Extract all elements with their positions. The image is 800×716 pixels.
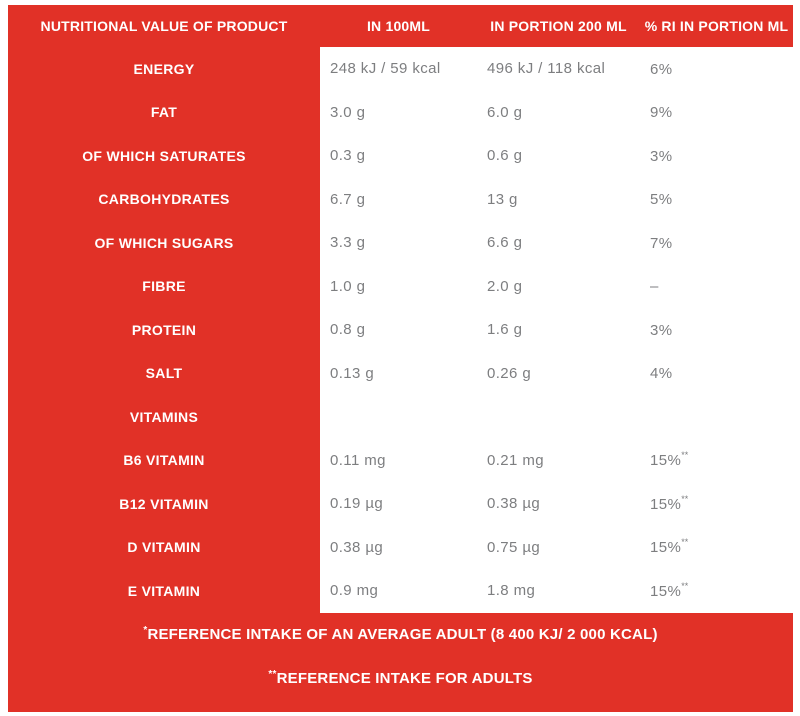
- table-row-fibre: [8, 265, 793, 309]
- row-label: D VITAMIN: [127, 539, 201, 556]
- header-product-column: NUTRITIONAL VALUE OF PRODUCT: [40, 18, 288, 34]
- row-label: FAT: [150, 104, 178, 121]
- value-per-100ml: 0.3 g: [330, 147, 366, 165]
- value-per-portion: 0.21 mg: [487, 451, 544, 469]
- value-ri: 9%: [650, 104, 673, 122]
- value-ri: 7%: [650, 234, 673, 252]
- table-row-vitamins-heading: [8, 395, 793, 439]
- table-body: [8, 47, 793, 613]
- value-per-100ml: 3.0 g: [330, 103, 366, 121]
- header-100ml-column: IN 100ML: [366, 18, 431, 34]
- value-per-100ml: 1.0 g: [330, 277, 366, 295]
- row-label: FIBRE: [142, 278, 186, 295]
- table-row-b6-vitamin: [8, 439, 793, 483]
- header-portion-column: IN PORTION 200 ML: [490, 18, 627, 34]
- value-per-100ml: 3.3 g: [330, 234, 366, 252]
- table-row-sugars: [8, 221, 793, 265]
- row-label: CARBOHYDRATES: [98, 191, 230, 208]
- value-per-portion: 6.0 g: [487, 103, 523, 121]
- value-per-portion: 496 kJ / 118 kcal: [487, 60, 606, 78]
- value-per-portion: 1.6 g: [487, 321, 523, 339]
- table-row-fat: [8, 91, 793, 135]
- table-row-energy: [8, 47, 793, 91]
- value-per-portion: 0.26 g: [487, 364, 532, 382]
- footnote-marker: *: [143, 625, 148, 636]
- value-per-portion: 6.6 g: [487, 234, 523, 252]
- table-header-row: [8, 5, 793, 47]
- value-per-100ml: 0.38 µg: [330, 538, 384, 556]
- row-label: B6 VITAMIN: [123, 452, 205, 469]
- value-ri: 15%**: [650, 493, 689, 513]
- value-per-portion: 0.6 g: [487, 147, 523, 165]
- table-row-e-vitamin: [8, 569, 793, 613]
- nutrition-table-card: [8, 5, 793, 712]
- footnote-marker: **: [268, 669, 277, 680]
- value-per-portion: 0.75 µg: [487, 538, 541, 556]
- row-label: B12 VITAMIN: [119, 495, 209, 512]
- value-ri: 5%: [650, 191, 673, 209]
- row-label: OF WHICH SATURATES: [82, 147, 246, 164]
- value-per-100ml: 6.7 g: [330, 190, 366, 208]
- value-ri: 15%**: [650, 580, 689, 600]
- value-per-100ml: 0.11 mg: [330, 451, 386, 469]
- table-row-d-vitamin: [8, 526, 793, 570]
- table-row-b12-vitamin: [8, 482, 793, 526]
- value-per-100ml: 0.9 mg: [330, 582, 379, 600]
- row-label: E VITAMIN: [127, 582, 201, 599]
- row-label: SALT: [145, 365, 183, 382]
- footnote-reference-intake-average-adult: *REFERENCE INTAKE OF AN AVERAGE ADULT (8 400 KJ/ 2 000 KCAL): [143, 625, 658, 643]
- table-row-carbohydrates: [8, 178, 793, 222]
- value-ri: 3%: [650, 321, 673, 339]
- footnote-reference-intake-adults: **REFERENCE INTAKE FOR ADULTS: [268, 669, 533, 687]
- value-per-portion: 13 g: [487, 190, 518, 208]
- value-ri: 4%: [650, 365, 673, 383]
- value-ri: 6%: [650, 60, 673, 78]
- value-per-100ml: 0.8 g: [330, 321, 366, 339]
- row-label: PROTEIN: [131, 321, 197, 338]
- value-per-100ml: 0.13 g: [330, 364, 375, 382]
- value-per-100ml: 248 kJ / 59 kcal: [330, 60, 441, 78]
- header-ri-column: % RI IN PORTION ML: [644, 18, 789, 34]
- value-per-100ml: 0.19 µg: [330, 495, 384, 513]
- table-row-saturates: [8, 134, 793, 178]
- value-per-portion: 1.8 mg: [487, 582, 536, 600]
- value-ri: 15%**: [650, 537, 689, 557]
- value-ri: 3%: [650, 147, 673, 165]
- value-per-portion: 2.0 g: [487, 277, 523, 295]
- row-label: ENERGY: [133, 60, 195, 77]
- table-row-protein: [8, 308, 793, 352]
- value-ri: 15%**: [650, 450, 689, 470]
- table-row-salt: [8, 352, 793, 396]
- value-ri: –: [650, 278, 659, 296]
- row-label: OF WHICH SUGARS: [94, 234, 234, 251]
- row-label: VITAMINS: [129, 408, 199, 425]
- value-per-portion: 0.38 µg: [487, 495, 541, 513]
